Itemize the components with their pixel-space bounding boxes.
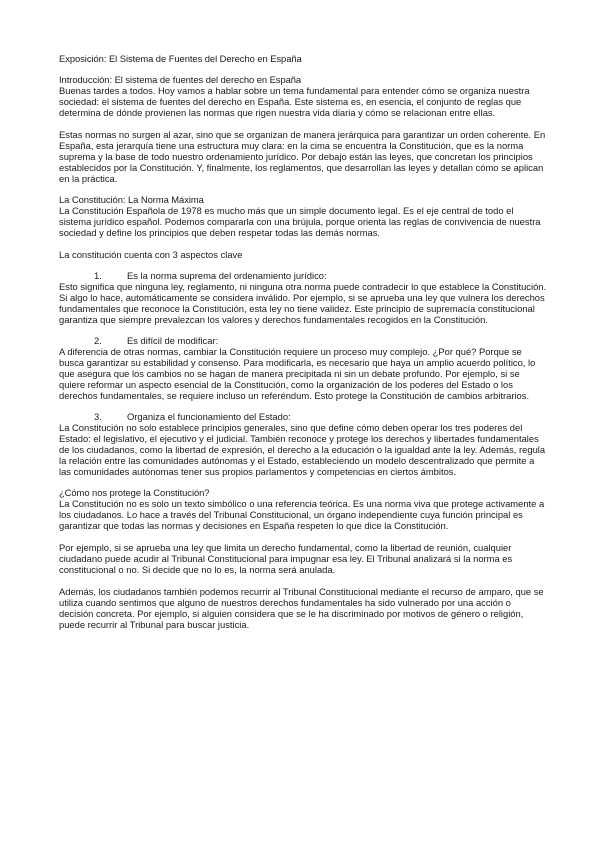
aspect-1-title: Es la norma suprema del ordenamiento jurídico: [127,270,327,281]
intro-heading: Introducción: El sistema de fuentes del derecho en España [59,74,302,85]
section2-paragraph-3: Además, los ciudadanos también podemos recurrir al Tribunal Constitucional mediante el recurso de amparo, que se utiliza cuando sentimos que alguno de nuestros derechos fundamentales ha sido vulnerado por una acción o decisión concreta. Por ejemplo, si alguien considera que se le ha discriminado por motivos de género o religión, puede recurrir al Tribunal para buscar justicia. [59,586,544,630]
section1-heading: La Constitución: La Norma Máxima [59,194,204,205]
aspect-3-number: 3. [94,411,102,422]
section2-heading: ¿Cómo nos protege la Constitución? [59,487,210,498]
aspect-1-heading [59,270,547,281]
aspect-3-title: Organiza el funcionamiento del Estado: [127,411,291,422]
intro-paragraph-1: Buenas tardes a todos. Hoy vamos a hablar sobre un tema fundamental para entender cómo se organiza nuestra sociedad: el sistema de fuentes del derecho en España. Este sistema es, en esencia, el conjunto de reglas que determina de dónde provienen las normas que rigen nuestra vida diaria y cómo se relacionan entre ellas. [59,85,530,118]
aspect-2-title: Es difícil de modificar: [127,335,219,346]
aspect-3-heading [59,411,547,422]
section1-paragraph-2: La constitución cuenta con 3 aspectos clave [59,249,243,260]
section2-paragraph-1: La Constitución no es solo un texto simbólico o una referencia teórica. Es una norma viva que protege activamente a los ciudadanos. Lo hace a través del Tribunal Constitucional, un órgano independiente cuya función principal es garantizar que todas las normas y decisiones en España respeten lo que dice la Constitución. [59,498,545,531]
intro-paragraph-2: Estas normas no surgen al azar, sino que se organizan de manera jerárquica para garantizar un orden coherente. En España, esta jerarquía tiene una estructura muy clara: en la cima se encuentra la Constitución, que es la norma suprema y la base de todo nuestro ordenamiento jurídico. Por debajo están las leyes, que concretan los principios establecidos por la Constitución. Y, finalmente, los reglamentos, que desarrollan las leyes y detallan cómo se aplican en la práctica. [59,129,546,184]
section2-paragraph-2: Por ejemplo, si se aprueba una ley que limita un derecho fundamental, como la libertad de reunión, cualquier ciudadano puede acudir al Tribunal Constitucional para impugnar esa ley. El Tribunal analizará si la norma es constitucional o no. Si decide que no lo es, la norma será anulada. [59,542,513,575]
aspect-2-heading [59,335,547,346]
aspect-2-number: 2. [94,335,102,346]
aspect-2-text: A diferencia de otras normas, cambiar la Constitución requiere un proceso muy complejo. ¿Por qué? Porque se busca garantizar su estabilidad y consenso. Para modificarla, es necesario que haya un amplio acuerdo político, lo que asegura que los cambios no se hagan de manera precipitada ni sin un debate profundo. Por ejemplo, si se quiere reformar un aspecto esencial de la Constitución, como la organización de los poderes del Estado o los derechos fundamentales, se requiere incluso un referéndum. Esto protege la Constitución de cambios arbitrarios. [59,346,536,401]
aspect-1-number: 1. [94,270,102,281]
aspect-3-text: La Constitución no solo establece principios generales, sino que define cómo deben operar los tres poderes del Estado: el legislativo, el ejecutivo y el judicial. También reconoce y protege los derechos y libertades fundamentales de los ciudadanos, como la libertad de expresión, el derecho a la educación o la igualdad ante la ley. Además, regula la relación entre las comunidades autónomas y el Estado, estableciendo un modelo descentralizado que permite a las comunidades autónomas tener sus propios parlamentos y competencias en ciertos ámbitos. [59,422,546,477]
document-title: Exposición: El Sistema de Fuentes del Derecho en España [59,53,302,64]
section1-paragraph-1: La Constitución Española de 1978 es mucho más que un simple documento legal. Es el eje central de todo el sistema jurídico español. Podemos compararla con una brújula, porque orienta las reglas de convivencia de nuestra sociedad y define los principios que deben respetar todas las demás normas. [59,205,541,238]
aspect-1-text: Esto significa que ninguna ley, reglamento, ni ninguna otra norma puede contradecir lo que establece la Constitución. Si algo lo hace, automáticamente se considera inválido. Por ejemplo, si se aprueba una ley que vulnera los derechos fundamentales que reconoce la Constitución, esta ley no tiene validez. Este principio de supremacía constitucional garantiza que siempre prevalezcan los valores y derechos fundamentales recogidos en la Constitución. [59,281,547,325]
